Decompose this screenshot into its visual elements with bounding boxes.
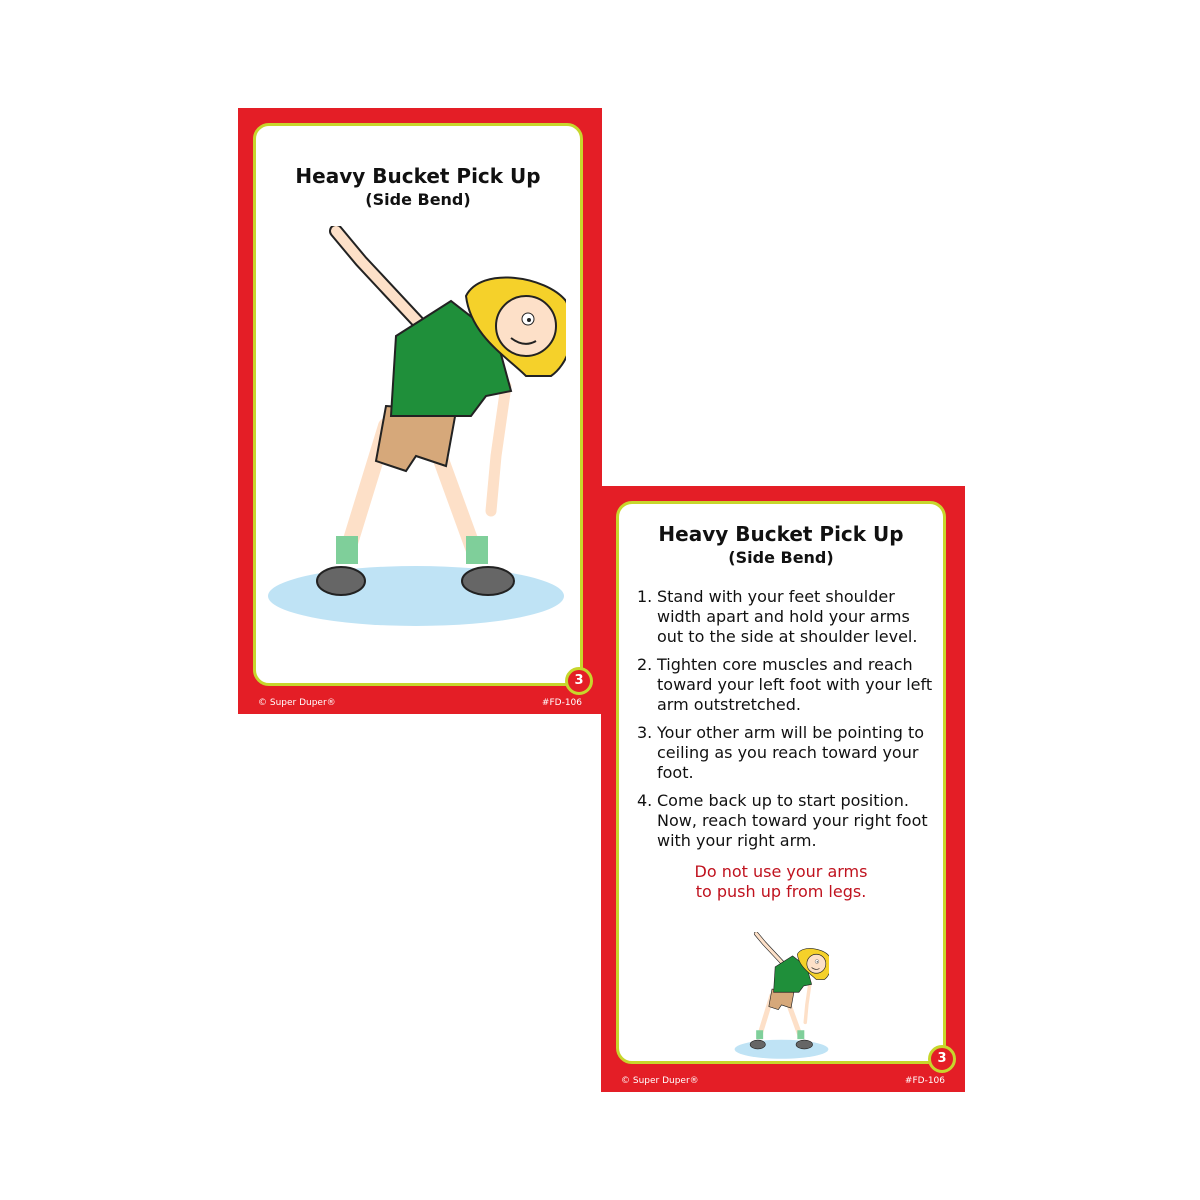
instruction-step <box>637 791 937 851</box>
warning-line: to push up from legs. <box>695 882 867 901</box>
warning-note <box>619 862 943 902</box>
step-number: 4. <box>637 791 653 810</box>
card-panel <box>616 501 946 1064</box>
side-bend-thumbnail <box>734 932 829 1062</box>
product-code: #FD-106 <box>904 1076 945 1086</box>
instruction-step <box>637 587 937 647</box>
brand-label: © Super Duper® <box>258 698 336 708</box>
card-panel <box>253 123 583 686</box>
card-number-badge: 3 <box>565 667 593 695</box>
side-bend-illustration <box>266 226 566 636</box>
exercise-card-back <box>601 486 965 1092</box>
card-subtitle: (Side Bend) <box>728 548 834 567</box>
card-number-badge: 3 <box>928 1045 956 1073</box>
card-title: Heavy Bucket Pick Up <box>658 522 904 546</box>
step-number: 1. <box>637 587 653 606</box>
step-number: 3. <box>637 723 653 742</box>
instruction-list <box>637 587 937 859</box>
step-text: Your other arm will be pointing to ceiling as you reach toward your foot. <box>657 723 925 782</box>
step-text: Stand with your feet shoulder width apart and hold your arms out to the side at shoulder level. <box>657 587 918 646</box>
brand-label: © Super Duper® <box>621 1076 699 1086</box>
warning-line: Do not use your arms <box>694 862 868 881</box>
instruction-step <box>637 723 937 783</box>
step-text: Come back up to start position. Now, reach toward your right foot with your right arm. <box>657 791 928 850</box>
card-title: Heavy Bucket Pick Up <box>295 164 541 188</box>
product-code: #FD-106 <box>541 698 582 708</box>
card-subtitle: (Side Bend) <box>365 190 471 209</box>
step-number: 2. <box>637 655 653 674</box>
instruction-step <box>637 655 937 715</box>
step-text: Tighten core muscles and reach toward your left foot with your left arm outstretched. <box>657 655 933 714</box>
exercise-card-front <box>238 108 602 714</box>
